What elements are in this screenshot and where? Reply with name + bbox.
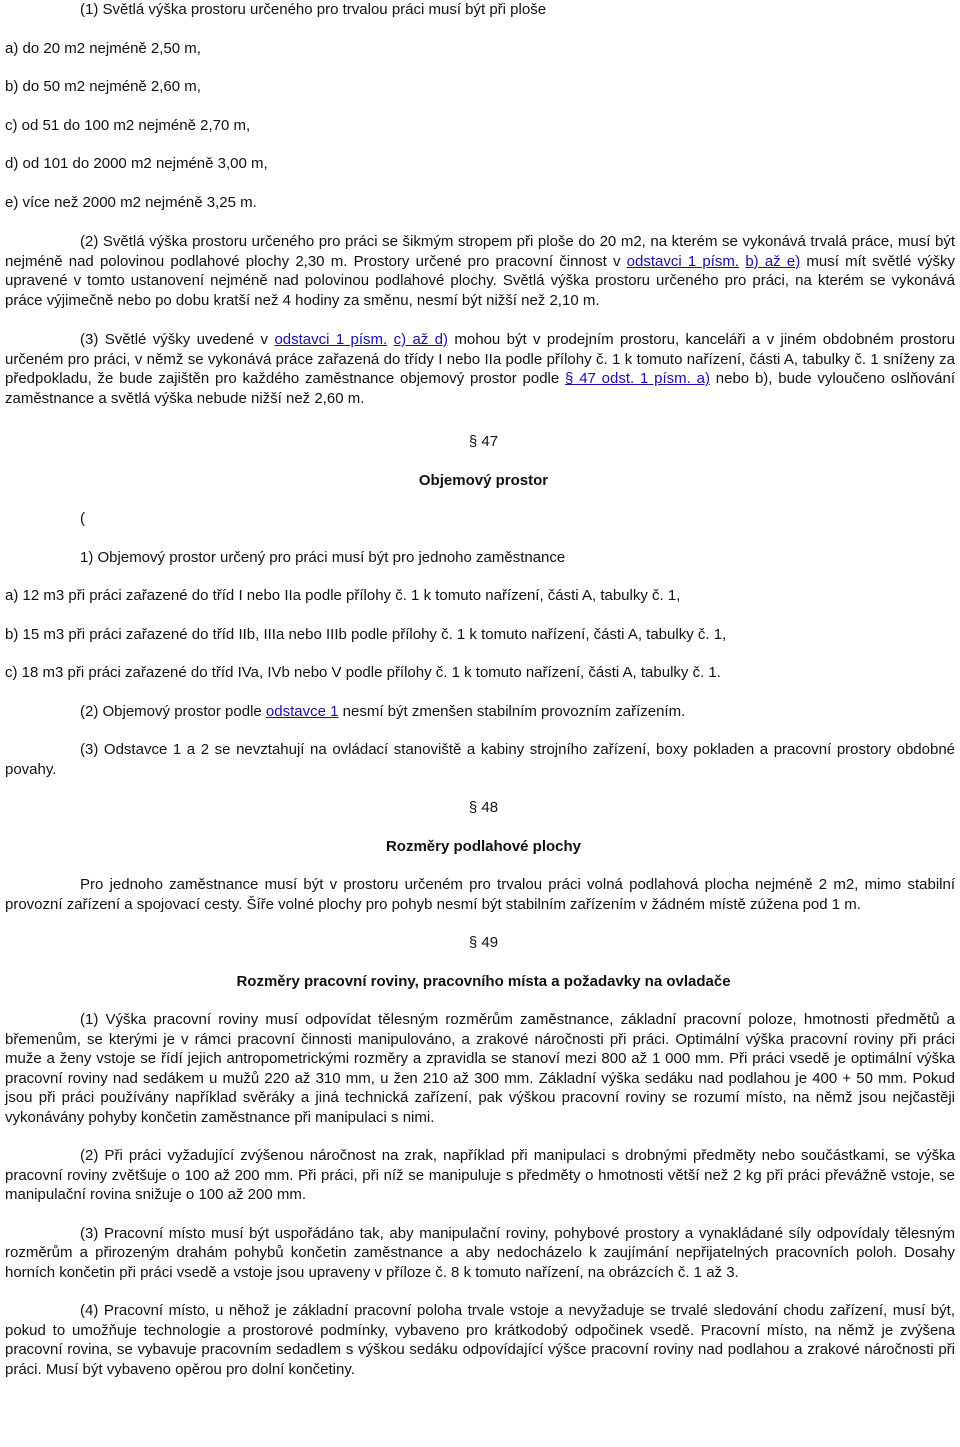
link-b-az-e[interactable]: b) až e) (745, 252, 801, 270)
s49-paragraph-3: (3) Pracovní místo musí být uspořádáno tak, aby manipulační roviny, pohybové prostory a vynakládané síly odpovídaly tělesným rozměrům a přirozeným drahám pohybů končetin zaměstnance a aby nedocházelo k zaujímání nepřijatelných pracovních poloh. Dosahy horních končetin při práci vsedě a vstoje jsou upraveny v příloze č. 8 k tomuto nařízení, na obrázcích č. 1 až 3. (5, 1224, 955, 1281)
s46-paragraph-1: (1) Světlá výška prostoru určeného pro trvalou práci musí být při ploše (80, 1, 547, 18)
s47-section-title: Objemový prostor (418, 471, 549, 489)
document-page (5, 0, 955, 1379)
s49-paragraph-4: (4) Pracovní místo, u něhož je základní pracovní poloha trvale vstoje a nevyžaduje se trvalé sledování chodu zařízení, musí být, pokud to umožňuje technologie a prostorové podmínky, vybaveno pro krátkodobý odpočinek vsedě. Pracovní místo, na němž je zvýšena pracovní rovina, se vybavuje pracovním sedadlem s výškou sedáku odpovídající výšce pracovní roviny nad podlahou a zrakové náročnosti při práci. Musí být vybaveno opěrou pro dolní končetiny. (5, 1302, 955, 1378)
link-odstavce-1[interactable]: odstavce 1 (265, 702, 339, 720)
s47-item-a: a) 12 m3 při práci zařazené do tříd I nebo IIa podle přílohy č. 1 k tomuto nařízení, části A, tabulky č. 1, (5, 587, 681, 604)
s47-paragraph-1: 1) Objemový prostor určený pro práci musí být pro jednoho zaměstnance (80, 548, 566, 566)
s48-section-number: § 48 (468, 799, 499, 816)
text: (2) Světlá výška prostoru určeného pro práci se šikmým stropem při ploše do 20 m2, na kterém se vykonává trvalá práce, musí být nejméně nad polovinou podlahové plochy 2,30 m. Prostory určené pro pracovní činnost v (5, 233, 955, 270)
s46-item-b: b) do 50 m2 nejméně 2,60 m, (5, 78, 201, 95)
s48-paragraph-1: Pro jednoho zaměstnance musí být v prostoru určeném pro trvalou práci volná podlahová plocha nejméně 2 m2, mimo stabilní provozní zařízení a spojovací cesty. Šíře volné plochy pro pohyb nesmí být stabilním zařízením v žádném místě zúžena pod 1 m. (5, 876, 955, 913)
link-odstavec-1-pism[interactable]: odstavci 1 písm. (274, 331, 388, 348)
s49-paragraph-1: (1) Výška pracovní roviny musí odpovídat tělesným rozměrům zaměstnance, základní pracovní poloze, hmotnosti předmětů a břemenům, se kterými je v rámci pracovní činnosti manipulováno, a zrakové náročnosti při práci. Optimální výška pracovní roviny při práci muže a ženy vstoje se řídí jejich antropometrickými rozměry a zpravidla se stanoví mezi 800 až 1 000 mm. Při práci vsedě je optimální výška pracovní roviny nad sedákem u mužů 220 až 310 mm, u žen 210 až 300 mm. Základní výška sedáku nad podlahou je 400 + 50 mm. Pokud jsou při práci používány například svěráky a jiná technická zařízení, pak výškou pracovní roviny se rozumí místo, na němž jsou nejčastěji vykonávány pohyby končetin zaměstnance při manipulaci s nimi. (5, 1011, 955, 1126)
link-odstavec-1-pism[interactable]: odstavci 1 písm. (626, 252, 740, 270)
s46-item-d: d) od 101 do 2000 m2 nejméně 3,00 m, (5, 155, 268, 172)
link-47-odst-1-pism-a[interactable]: § 47 odst. 1 písm. a) (565, 370, 710, 387)
s46-item-a: a) do 20 m2 nejméně 2,50 m, (5, 39, 201, 57)
s47-section-number: § 47 (468, 433, 499, 450)
s49-section-title: Rozměry pracovní roviny, pracovního místa a požadavky na ovladače (236, 972, 731, 990)
s46-item-e: e) více než 2000 m2 nejméně 3,25 m. (5, 193, 257, 211)
s46-paragraph-2: (2) Světlá výška prostoru určeného pro práci se šikmým stropem při ploše do 20 m2, na kterém se vykonává trvalá práce, musí být nejméně nad polovinou podlahové plochy 2,30 m. Prostory určené pro pracovní činnost v odstavci 1 písm. b) až e) musí mít světlé výšky upravené v tomto ustanovení nejméně nad polovinou podlahové plochy. Světlá výška prostoru určeného pro práci, na kterém se vykonává práce výjimečně nebo po dobu kratší než 4 hodiny za směnu, nesmí být nižší než 2,10 m. (5, 233, 956, 309)
s49-paragraph-2: (2) Při práci vyžadující zvýšenou náročnost na zrak, například při manipulaci s drobnými předměty nebo součástkami, se výška pracovní roviny zvětšuje o 100 až 200 mm. Při práci, při níž se manipuluje s předměty o hmotnosti větší než 2 kg při práci převážně vstoje, se manipulační rovina snižuje o 100 až 200 mm. (5, 1147, 955, 1203)
s47-paragraph-3: (3) Odstavce 1 a 2 se nevztahují na ovládací stanoviště a kabiny strojního zařízení, boxy pokladen a pracovní prostory obdobné povahy. (5, 741, 955, 778)
s49-section-number: § 49 (468, 934, 499, 951)
s46-item-c: c) od 51 do 100 m2 nejméně 2,70 m, (5, 116, 251, 134)
s47-item-b: b) 15 m3 při práci zařazené do tříd IIb, IIIa nebo IIIb podle přílohy č. 1 k tomuto nařízení, části A, tabulky č. 1, (5, 625, 727, 643)
s47-paragraph-2: (2) Objemový prostor podle odstavce 1 nesmí být zmenšen stabilním provozním zařízením. (80, 702, 686, 720)
link-c-az-d[interactable]: c) až d) (393, 331, 449, 348)
s47-item-c: c) 18 m3 při práci zařazené do tříd IVa, IVb nebo V podle přílohy č. 1 k tomuto nařízení, části A, tabulky č. 1. (5, 664, 721, 681)
s48-section-title: Rozměry podlahové plochy (385, 837, 582, 855)
s47-paren: ( (80, 510, 85, 527)
s46-paragraph-3: (3) Světlé výšky uvedené v odstavci 1 písm. c) až d) mohou být v prodejním prostoru, kanceláři a v jiném obdobném prostoru určeném pro práci, v němž se vykonává práce zařazená do třídy I nebo IIa podle přílohy č. 1 k tomuto nařízení, části A, tabulky č. 1 sníženy za předpokladu, že bude zajištěn pro každého zaměstnance objemový prostor podle § 47 odst. 1 písm. a) nebo b), bude vyloučeno oslňování zaměstnance a světlá výška nebude nižší než 2,60 m. (5, 331, 955, 407)
